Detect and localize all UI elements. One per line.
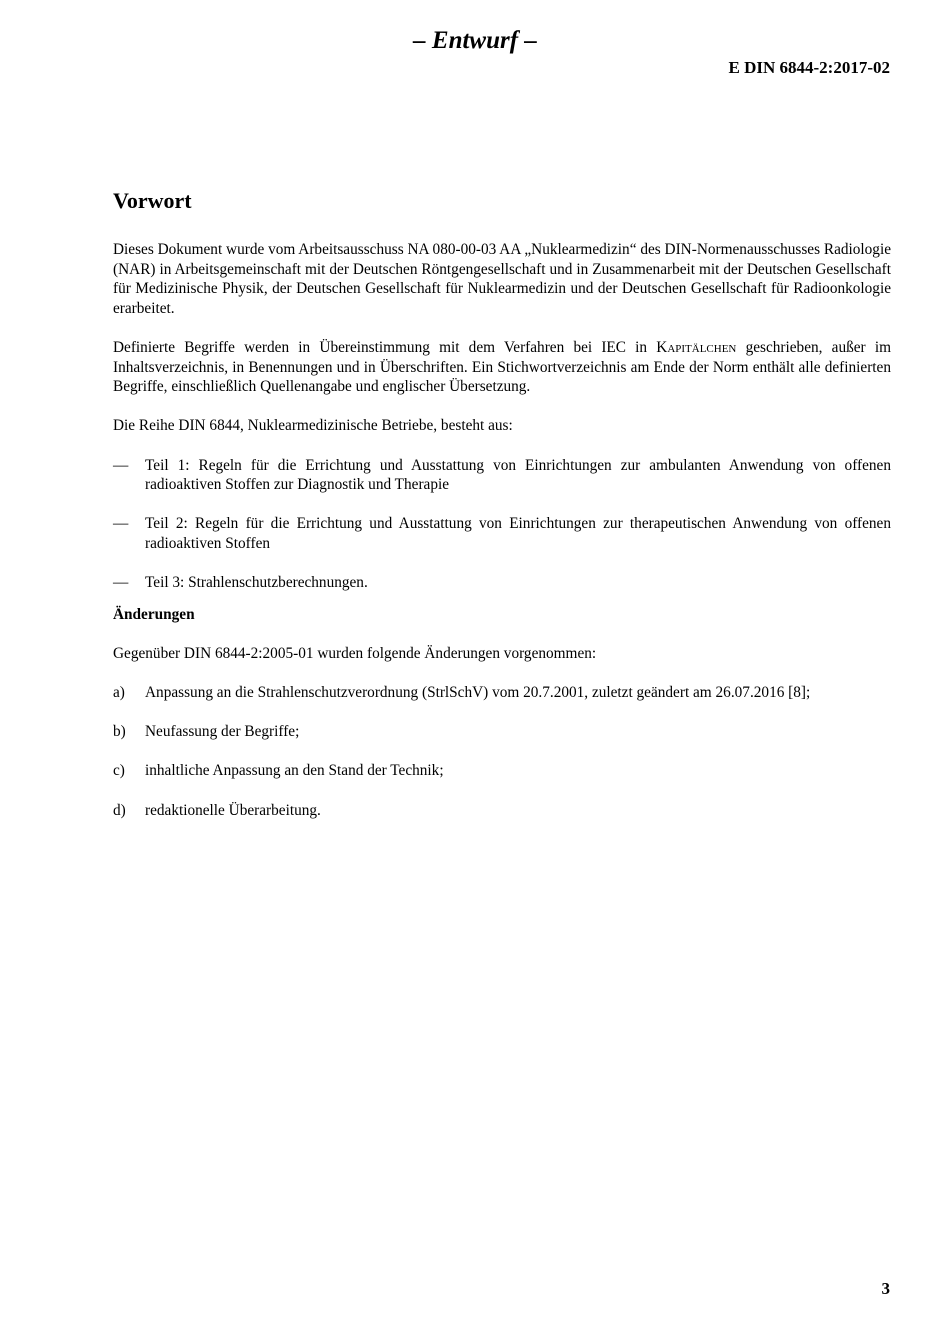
page-number: 3 <box>881 1279 890 1298</box>
foreword-section <box>113 186 891 840</box>
list-marker: b) <box>113 723 126 741</box>
paragraph-defined-terms <box>113 338 891 397</box>
changes-heading: Änderungen <box>113 605 195 623</box>
paragraph-defined-terms-start: Definierte Begriffe werden in Übereinstimmung mit dem Verfahren bei IEC in <box>113 338 657 356</box>
section-title: Vorwort <box>113 188 192 213</box>
change-item-c <box>113 761 891 781</box>
change-item-b <box>113 722 891 742</box>
list-item-part-2 <box>113 514 891 553</box>
draft-watermark-title: – Entwurf – <box>413 27 537 54</box>
list-item-part-3 <box>113 573 891 593</box>
paragraph-origin: Dieses Dokument wurde vom Arbeitsausschuss NA 080-00-03 AA „Nuklearmedizin“ des DIN-Normenausschusses Radiologie (NAR) in Arbeitsgemeinschaft mit der Deutschen Röntgengesellschaft und in Zusammenarbeit mit der Deutschen Gesellschaft für Medizinische Physik, der Deutschen Gesellschaft für Nuklearmedizin und der Deutschen Gesellschaft für Radioonkologie erarbeitet. <box>113 241 891 317</box>
list-marker: — <box>113 456 129 474</box>
paragraph-defined-terms-end: geschrieben, außer im Inhaltsverzeichnis, in Benennungen und in Überschriften. Ein Stichwortverzeichnis am Ende der Norm enthält alle definierten Begriffe, einschließlich Quellenangabe und englischer Übersetzung. <box>113 338 891 396</box>
smallcaps-term: Kapitälchen <box>656 338 737 356</box>
list-marker: — <box>113 515 129 533</box>
list-item-text: Teil 1: Regeln für die Errichtung und Ausstattung von Einrichtungen zur ambulanten Anwendung von offenen radioaktiven Stoffen zur Diagnostik und Therapie <box>145 456 891 494</box>
document-id: E DIN 6844-2:2017-02 <box>728 58 890 77</box>
paragraph-changes-intro: Gegenüber DIN 6844-2:2005-01 wurden folgende Änderungen vorgenommen: <box>113 644 597 662</box>
paragraph-series-intro: Die Reihe DIN 6844, Nuklearmedizinische Betriebe, besteht aus: <box>113 417 513 435</box>
list-marker: a) <box>113 684 125 702</box>
list-item-text: inhaltliche Anpassung an den Stand der Technik; <box>145 762 444 780</box>
list-marker: d) <box>113 801 126 819</box>
list-item-text: Teil 3: Strahlenschutzberechnungen. <box>145 574 368 592</box>
list-item-text: Teil 2: Regeln für die Errichtung und Ausstattung von Einrichtungen zur therapeutischen Anwendung von offenen radioaktiven Stoffen <box>145 515 891 552</box>
list-item-part-1 <box>113 456 891 495</box>
list-marker: — <box>113 574 129 592</box>
list-item-text: redaktionelle Überarbeitung. <box>145 801 321 819</box>
list-item-text: Anpassung an die Strahlenschutzverordnung (StrlSchV) vom 20.7.2001, zuletzt geändert am 26.07.2016 [8]; <box>145 684 811 702</box>
change-item-d <box>113 801 891 821</box>
list-item-text: Neufassung der Begriffe; <box>145 723 300 741</box>
change-item-a <box>113 683 891 703</box>
list-marker: c) <box>113 762 125 780</box>
